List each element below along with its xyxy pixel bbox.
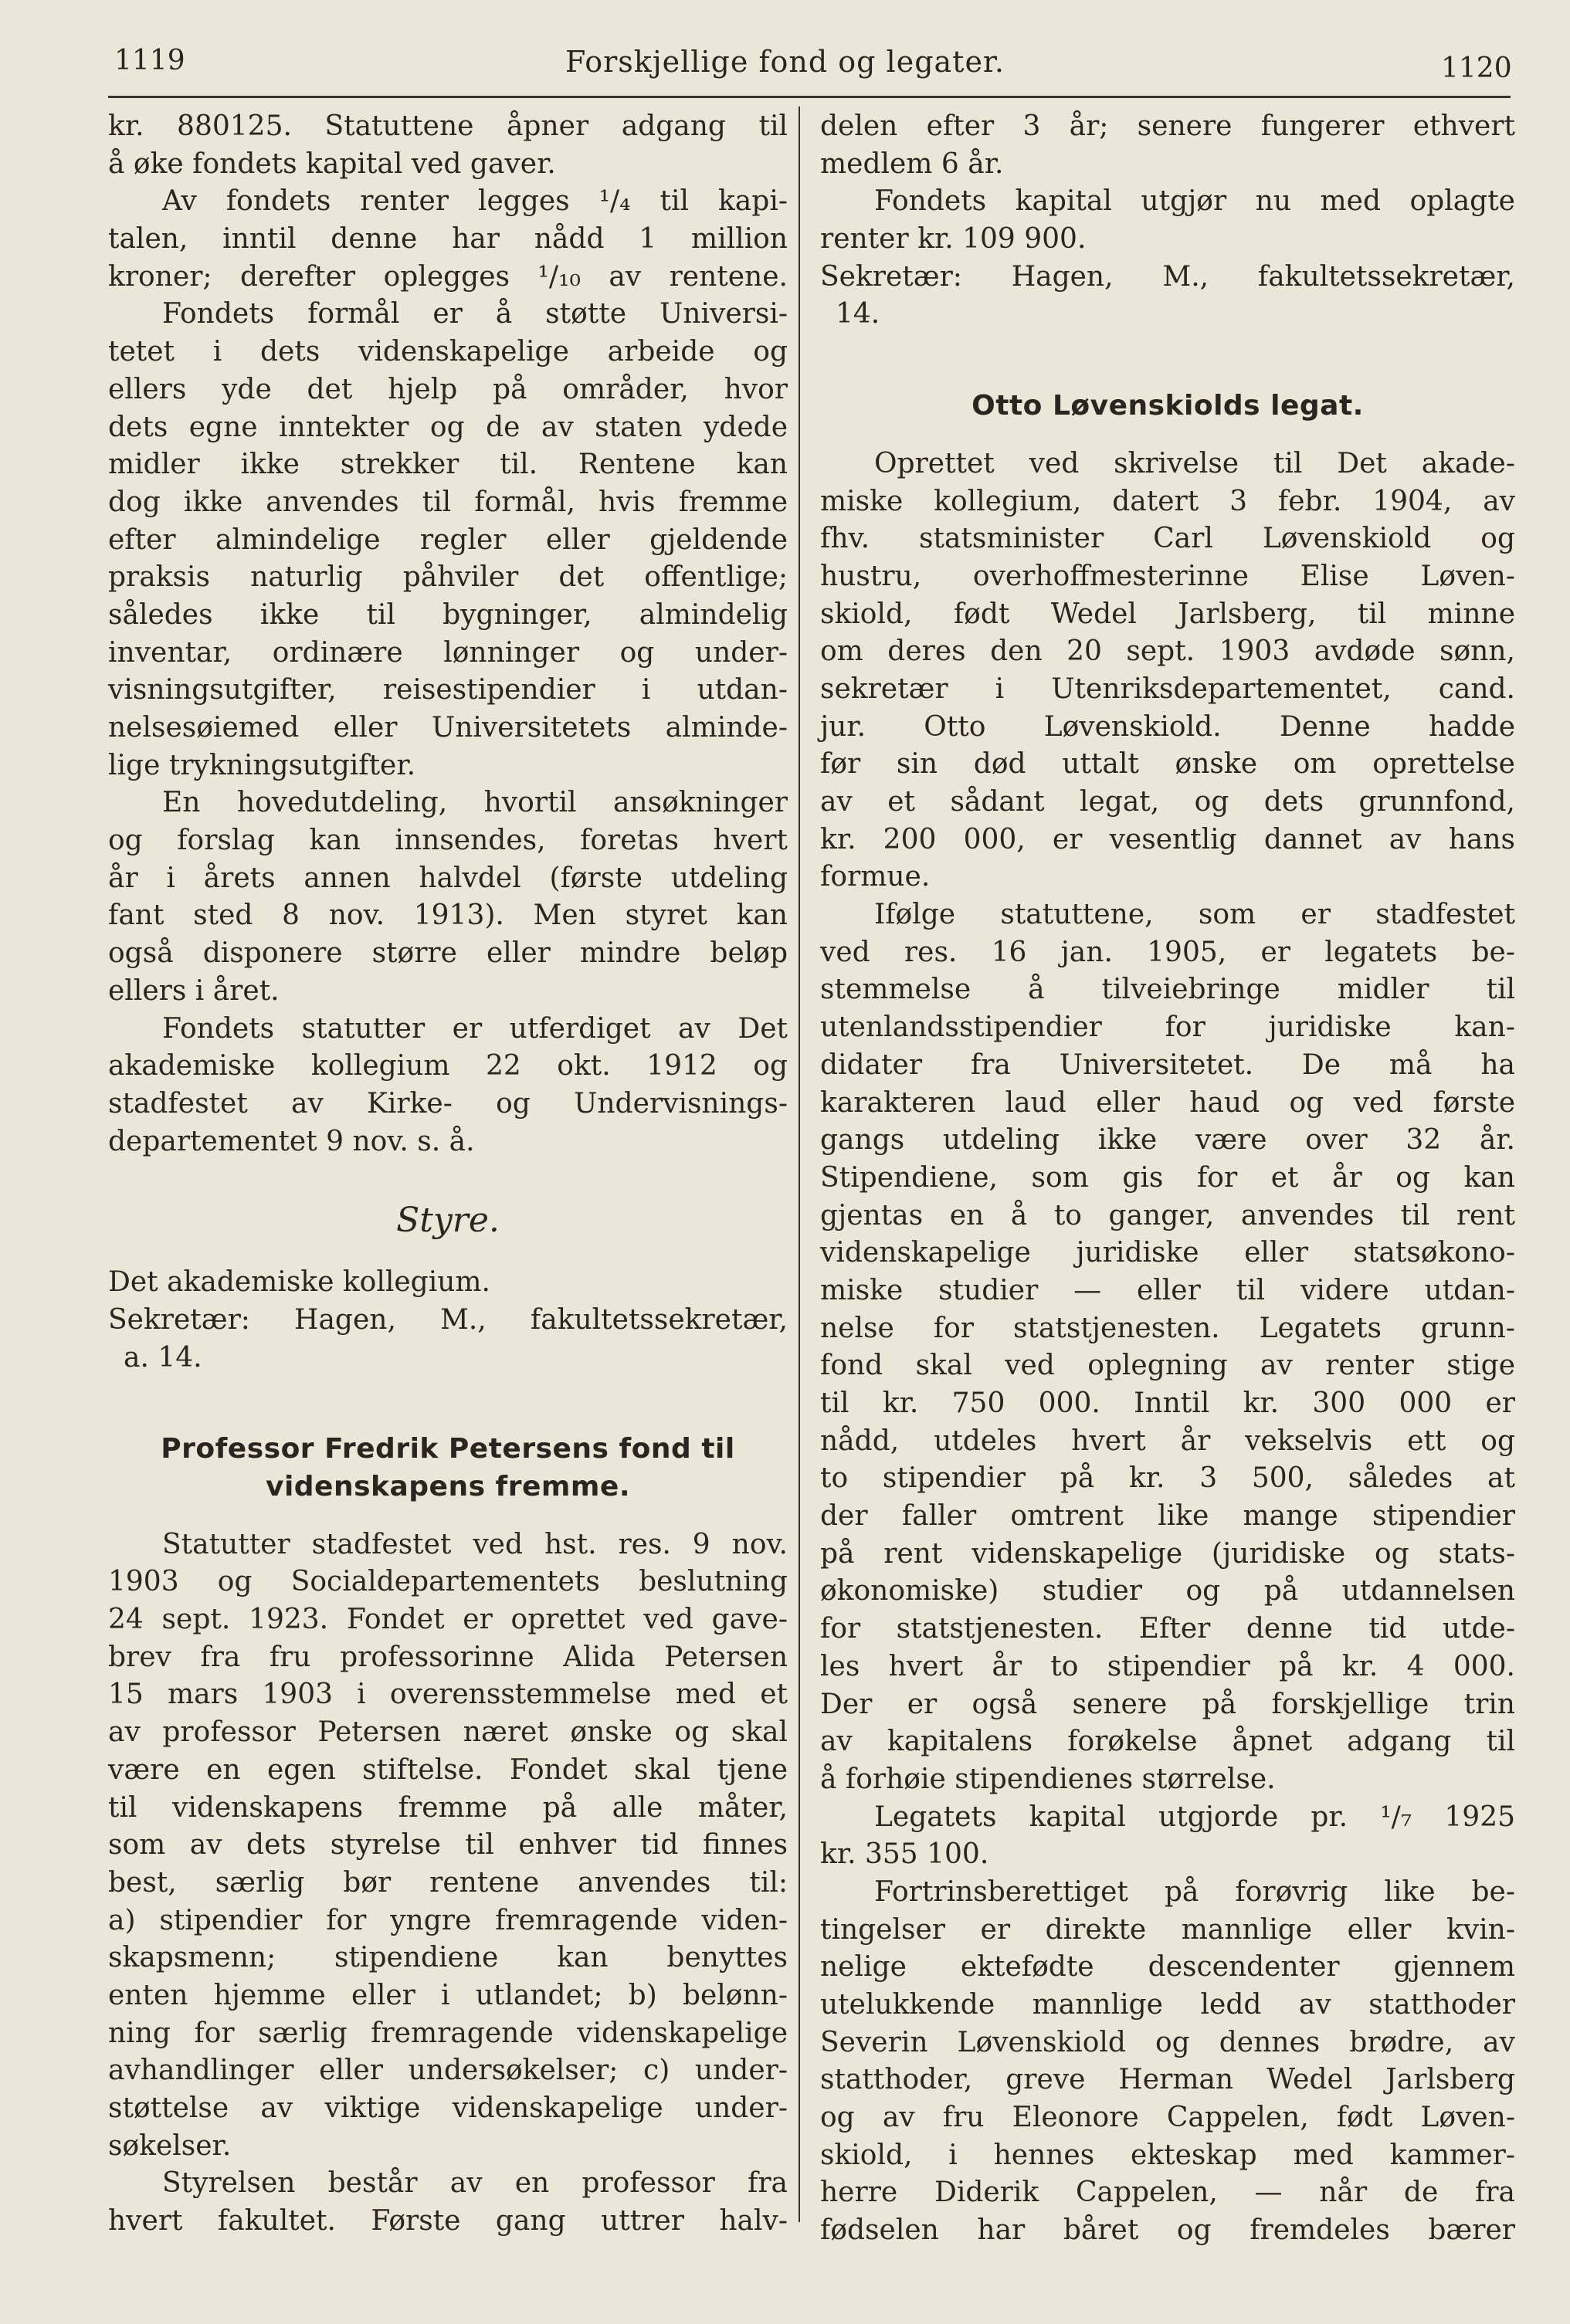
text-line: renter kr. 109 900. — [820, 223, 1087, 256]
text-line: inventar, ordinære lønninger og under- — [108, 636, 788, 669]
text-line: nelse for statstjenesten. Legatets grunn- — [820, 1312, 1515, 1344]
text-line: efter almindelige regler eller gjeldende — [108, 523, 788, 556]
text-line: skiold, i hennes ekteskap med kammer- — [820, 2139, 1515, 2171]
text-line: stadfestet av Kirke- og Undervisnings- — [108, 1087, 788, 1120]
text-line: å forhøie stipendienes størrelse. — [820, 1763, 1276, 1795]
page-number-right: 1120 — [1441, 53, 1512, 84]
text-line: ellers i året. — [108, 974, 280, 1007]
paragraph — [108, 784, 788, 1010]
text-line: Sekretær: Hagen, M., fakultetssekretær, — [820, 260, 1515, 293]
text-line: Fondets kapital utgjør nu med oplagte — [874, 185, 1515, 218]
text-line: fond skal ved oplegning av renter stige — [820, 1350, 1515, 1382]
styre-block — [108, 1264, 788, 1377]
text-line: Sekretær: Hagen, M., fakultetssekretær, — [108, 1303, 788, 1336]
text-line: Stipendiene, som gis for et år og kan — [820, 1161, 1515, 1194]
text-line: medlem 6 år. — [820, 147, 1004, 180]
text-line: som av dets styrelse til enhver tid finnes — [108, 1829, 788, 1862]
section-heading: Otto Løvenskiolds legat. — [972, 390, 1364, 422]
text-line: les hvert år to stipendier på kr. 4 000. — [820, 1650, 1515, 1682]
text-line: år i årets annen halvdel (første utdeling — [108, 862, 788, 894]
text-line: delen efter 3 år; senere fungerer ethvert — [820, 110, 1515, 142]
text-line: midler ikke strekker til. Rentene kan — [108, 449, 788, 481]
text-line: gangs utdeling ikke være over 32 år. — [820, 1124, 1515, 1157]
text-line: Oprettet ved skrivelse til Det akade- — [874, 447, 1515, 479]
text-line: av professor Petersen næret ønske og skal — [108, 1716, 788, 1749]
running-title: Forskjellige fond og legater. — [565, 45, 1005, 79]
text-line: a) stipendier for yngre fremragende viden- — [108, 1904, 788, 1936]
paragraph — [108, 108, 788, 183]
text-line: således ikke til bygninger, almindelig — [108, 598, 788, 631]
text-line: Av fondets renter legges ¹/₄ til kapi- — [162, 185, 788, 218]
text-line: på rent videnskapelige (juridiske og stats- — [820, 1537, 1515, 1570]
text-line: dog ikke anvendes til formål, hvis fremme — [108, 486, 788, 518]
left-column — [108, 108, 788, 2241]
text-line: brev fra fru professorinne Alida Petersen — [108, 1641, 788, 1673]
text-line: ved res. 16 jan. 1905, er legatets be- — [820, 936, 1515, 968]
text-line: søkelser. — [108, 2129, 232, 2162]
text-line: utenlandsstipendier for juridiske kan- — [820, 1011, 1515, 1044]
text-line: også disponere større eller mindre beløp — [108, 937, 788, 970]
text-line: Der er også senere på forskjellige trin — [820, 1688, 1515, 1720]
paragraph — [820, 108, 1515, 183]
text-line: nelige ektefødte descendenter gjennem — [820, 1951, 1515, 1984]
page-number-left: 1119 — [114, 45, 185, 76]
text-line: formue. — [820, 861, 931, 893]
text-line: fhv. statsminister Carl Løvenskiold og — [820, 523, 1515, 555]
text-line: Severin Løvenskiold og dennes brødre, av — [820, 2026, 1515, 2058]
text-line: videnskapelige juridiske eller statsøkono- — [820, 1237, 1515, 1269]
paragraph — [108, 1526, 788, 2166]
text-line: talen, inntil denne har nådd 1 million — [108, 223, 788, 256]
text-line: akademiske kollegium 22 okt. 1912 og — [108, 1050, 788, 1082]
paragraph — [820, 259, 1515, 334]
text-line: miske studier — eller til videre utdan- — [820, 1274, 1515, 1306]
paragraph — [108, 2165, 788, 2240]
right-column — [820, 108, 1515, 2250]
paragraph — [108, 296, 788, 784]
text-line: nelsesøiemed eller Universitetets alminde- — [108, 712, 788, 744]
text-line: Fortrinsberettiget på forøvrig like be- — [874, 1875, 1515, 1908]
text-line: 15 mars 1903 i overensstemmelse med et — [108, 1679, 788, 1711]
text-line: Ifølge statuttene, som er stadfestet — [874, 899, 1515, 931]
text-line: der faller omtrent like mange stipendier — [820, 1500, 1515, 1533]
styre-heading: Styre. — [396, 1201, 500, 1241]
text-line: Fondets formål er å støtte Universi- — [162, 298, 788, 330]
text-line: 14. — [836, 298, 880, 330]
text-line: tetet i dets videnskapelige arbeide og — [108, 336, 788, 368]
paragraph — [108, 1011, 788, 1161]
paragraph — [820, 445, 1515, 896]
text-line: a. 14. — [124, 1341, 202, 1374]
text-line: enten hjemme eller i utlandet; b) belønn- — [108, 1979, 788, 2011]
text-line: for statstjenesten. Efter denne tid utde- — [820, 1613, 1515, 1645]
paragraph — [820, 1799, 1515, 1874]
text-line: til kr. 750 000. Inntil kr. 300 000 er — [820, 1387, 1515, 1419]
text-line: om deres den 20 sept. 1903 avdøde sønn, — [820, 635, 1515, 668]
text-line: to stipendier på kr. 3 500, således at — [820, 1462, 1515, 1495]
text-line: Det akademiske kollegium. — [108, 1266, 490, 1299]
text-line: dets egne inntekter og de av staten ydede — [108, 411, 788, 443]
text-line: fant sted 8 nov. 1913). Men styret kan — [108, 899, 788, 932]
text-line: og av fru Eleonore Cappelen, født Løven- — [820, 2102, 1515, 2134]
text-line: En hovedutdeling, hvortil ansøkninger — [162, 787, 788, 819]
text-line: kroner; derefter oplegges ¹/₁₀ av rentene. — [108, 260, 788, 293]
text-line: av kapitalens forøkelse åpnet adgang til — [820, 1726, 1515, 1758]
text-line: statthoder, greve Herman Wedel Jarlsberg — [820, 2064, 1515, 2096]
text-line: skiold, født Wedel Jarlsberg, til minne — [820, 598, 1515, 630]
text-line: før sin død uttalt ønske om oprettelse — [820, 748, 1515, 781]
text-line: skapsmenn; stipendiene kan benyttes — [108, 1942, 788, 1974]
column-divider — [799, 107, 800, 2222]
text-line: kr. 355 100. — [820, 1838, 989, 1871]
text-line: og forslag kan innsendes, foretas hvert — [108, 825, 788, 857]
text-line: praksis naturlig påhviler det offentlige; — [108, 561, 788, 594]
text-line: sekretær i Utenriksdepartementet, cand. — [820, 672, 1515, 705]
header-rule — [108, 96, 1511, 98]
text-line: ellers yde det hjelp på områder, hvor — [108, 373, 788, 405]
text-line: karakteren laud eller haud og ved første — [820, 1086, 1515, 1119]
text-line: visningsutgifter, reisestipendier i utdan- — [108, 674, 788, 706]
text-line: stemmelse å tilveiebringe midler til — [820, 974, 1515, 1006]
paragraph — [108, 183, 788, 296]
text-line: være en egen stiftelse. Fondet skal tjene — [108, 1753, 788, 1786]
text-line: av et sådant legat, og dets grunnfond, — [820, 786, 1515, 818]
paragraph — [820, 1874, 1515, 2250]
paragraph — [820, 896, 1515, 1799]
text-line: kr. 880125. Statuttene åpner adgang til — [108, 110, 788, 142]
text-line: Fondets statutter er utferdiget av Det — [162, 1012, 788, 1045]
text-line: å øke fondets kapital ved gaver. — [108, 147, 556, 180]
text-line: utelukkende mannlige ledd av statthoder — [820, 1989, 1515, 2021]
text-line: støttelse av viktige videnskapelige under- — [108, 2092, 788, 2124]
text-line: kr. 200 000, er vesentlig dannet av hans — [820, 823, 1515, 855]
paragraph — [820, 183, 1515, 258]
text-line: avhandlinger eller undersøkelser; c) under- — [108, 2055, 788, 2087]
heading-line: videnskapens fremme. — [265, 1471, 630, 1502]
text-line: nådd, utdeles hvert år vekselvis ett og — [820, 1425, 1515, 1457]
text-line: fødselen har båret og fremdeles bærer — [820, 2214, 1515, 2247]
page-header — [0, 45, 1570, 91]
text-line: didater fra Universitetet. De må ha — [820, 1049, 1515, 1081]
text-line: jur. Otto Løvenskiold. Denne hadde — [820, 710, 1515, 743]
text-line: herre Diderik Cappelen, — når de fra — [820, 2177, 1515, 2209]
text-line: gjentas en å to ganger, anvendes til rent — [820, 1199, 1515, 1231]
text-line: hustru, overhoffmesterinne Elise Løven- — [820, 560, 1515, 592]
text-line: lige trykningsutgifter. — [108, 749, 416, 781]
text-line: Styrelsen består av en professor fra — [162, 2167, 788, 2200]
text-line: til videnskapens fremme på alle måter, — [108, 1791, 788, 1824]
text-line: hvert fakultet. Første gang uttrer halv- — [108, 2205, 788, 2238]
text-line: miske kollegium, datert 3 febr. 1904, av — [820, 485, 1515, 517]
section-heading — [108, 1431, 788, 1506]
text-line: Statutter stadfestet ved hst. res. 9 nov. — [162, 1528, 788, 1560]
text-line: økonomiske) studier og på utdannelsen — [820, 1575, 1515, 1607]
text-line: 24 sept. 1923. Fondet er oprettet ved gave- — [108, 1604, 788, 1636]
text-line: best, særlig bør rentene anvendes til: — [108, 1866, 788, 1899]
text-line: Legatets kapital utgjorde pr. ¹/₇ 1925 — [874, 1801, 1515, 1833]
text-line: departementet 9 nov. s. å. — [108, 1125, 475, 1157]
heading-line: Professor Fredrik Petersens fond til — [161, 1433, 735, 1465]
text-line: tingelser er direkte mannlige eller kvin- — [820, 1913, 1515, 1946]
text-line: 1903 og Socialdepartementets beslutning — [108, 1566, 788, 1598]
text-line: ning for særlig fremragende videnskapelige — [108, 2017, 788, 2049]
